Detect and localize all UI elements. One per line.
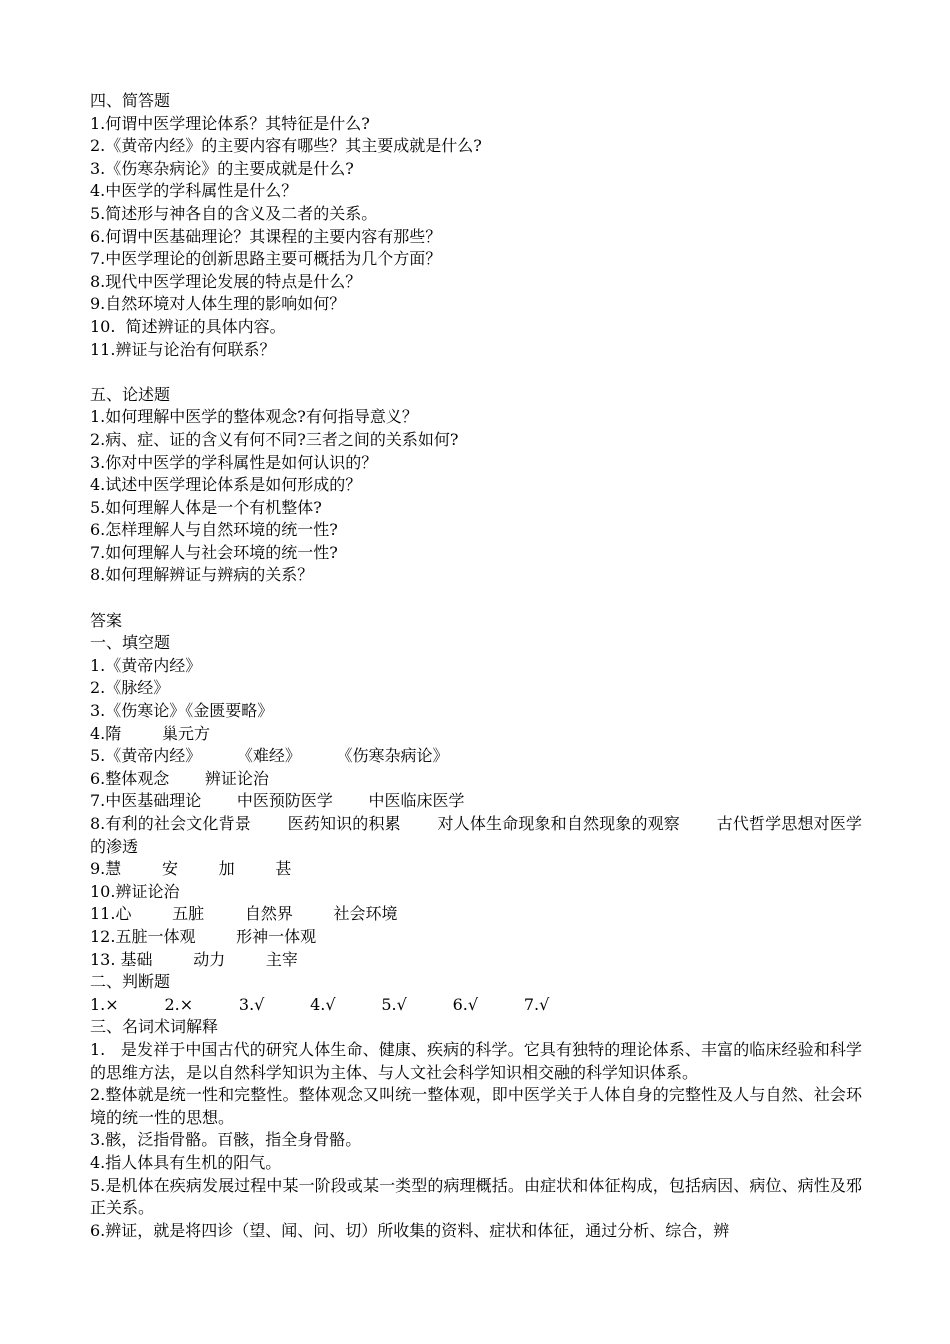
short-answer-question-2: 2.《黄帝内经》的主要内容有哪些？其主要成就是什么? (90, 136, 482, 156)
essay-question-3: 3.你对中医学的学科属性是如何认识的？ (90, 452, 378, 472)
term-explanation-2: 2.整体就是统一性和完整性。整体观念又叫统一整体观，即中医学关于人体自身的完整性及人与自然、社会环境的统一性的思想。 (90, 1085, 862, 1127)
short-answer-question-4: 4.中医学的学科属性是什么？ (90, 181, 298, 201)
judgement-answers-line: 1.× 2.× 3.√ 4.√ 5.√ 6.√ 7.√ (90, 994, 550, 1014)
essay-question-8: 8.如何理解辨证与辨病的关系？ (90, 565, 314, 585)
short-answer-question-5: 5.简述形与神各自的含义及二者的关系。 (90, 203, 378, 223)
essay-question-6: 6.怎样理解人与自然环境的统一性? (90, 520, 338, 540)
short-answer-question-11: 11.辨证与论治有何联系？ (90, 339, 276, 359)
fill-blank-answer-12: 12.五脏一体观 形神一体观 (90, 926, 317, 946)
fill-blank-answer-7: 7.中医基础理论 中医预防医学 中医临床医学 (90, 791, 465, 811)
fill-blank-answer-5: 5.《黄帝内经》 《难经》 《伤寒杂病论》 (90, 746, 449, 766)
fill-blank-answer-1: 1.《黄帝内经》 (90, 655, 202, 675)
fill-blank-answer-10: 10.辨证论治 (90, 881, 180, 901)
short-answer-question-3: 3.《伤寒杂病论》的主要成就是什么? (90, 158, 354, 178)
short-answer-question-9: 9.自然环境对人体生理的影响如何？ (90, 294, 346, 314)
document-page (90, 90, 862, 1242)
term-explanation-4: 4.指人体具有生机的阳气。 (90, 1152, 282, 1172)
fill-blank-answer-11: 11.心 五脏 自然界 社会环境 (90, 904, 398, 924)
fill-blank-answer-2: 2.《脉经》 (90, 678, 170, 698)
fill-blank-answer-3: 3.《伤寒论》《金匮要略》 (90, 701, 274, 721)
term-explanation-3: 3.骸，泛指骨骼。百骸，指全身骨骼。 (90, 1130, 362, 1150)
section-4-title: 四、简答题 (90, 91, 171, 110)
answers-title: 答案 (90, 610, 123, 630)
term-explanation-5: 5.是机体在疾病发展过程中某一阶段或某一类型的病理概括。由症状和体征构成，包括病因、病位、病性及邪正关系。 (90, 1175, 862, 1218)
fill-blank-answers-title: 一、填空题 (90, 633, 171, 653)
section-spacer (90, 361, 862, 384)
fill-blank-answer-8: 8.有利的社会文化背景 医药知识的积累 对人体生命现象和自然现象的观察 古代哲学思想对医学的渗透 (90, 814, 862, 856)
short-answer-question-1: 1.何谓中医学理论体系？其特征是什么? (90, 113, 370, 133)
essay-question-2: 2.病、症、证的含义有何不同?三者之间的关系如何? (90, 429, 459, 449)
essay-question-5: 5.如何理解人体是一个有机整体? (90, 497, 322, 517)
short-answer-question-7: 7.中医学理论的创新思路主要可概括为几个方面？ (90, 249, 442, 269)
section-5-title: 五、论述题 (90, 384, 171, 404)
term-explanation-1: 1. 是发祥于中国古代的研究人体生命、健康、疾病的科学。它具有独特的理论体系、丰富的临床经验和科学的思维方法，是以自然科学知识为主体、与人文社会科学知识相交融的科学知识体系。 (90, 1039, 862, 1082)
term-explanation-title: 三、名词术词解释 (90, 1017, 219, 1037)
section-spacer (90, 587, 862, 610)
essay-question-1: 1.如何理解中医学的整体观念?有何指导意义？ (90, 407, 418, 427)
short-answer-question-8: 8.现代中医学理论发展的特点是什么？ (90, 271, 362, 291)
fill-blank-answer-6: 6.整体观念 辨证论治 (90, 768, 269, 788)
short-answer-question-6: 6.何谓中医基础理论？其课程的主要内容有那些？ (90, 226, 442, 246)
essay-question-7: 7.如何理解人与社会环境的统一性? (90, 542, 338, 562)
fill-blank-answer-13: 13. 基础 动力 主宰 (90, 949, 298, 969)
judgement-answers-title: 二、判断题 (90, 972, 171, 992)
short-answer-question-10: 10. 简述辨证的具体内容。 (90, 316, 286, 336)
essay-question-4: 4.试述中医学理论体系是如何形成的？ (90, 475, 362, 495)
fill-blank-answer-9: 9.慧 安 加 甚 (90, 859, 292, 879)
term-explanation-6: 6.辨证，就是将四诊（望、闻、问、切）所收集的资料、症状和体征，通过分析、综合，辨 (90, 1220, 730, 1240)
fill-blank-answer-4: 4.隋 巢元方 (90, 723, 210, 743)
